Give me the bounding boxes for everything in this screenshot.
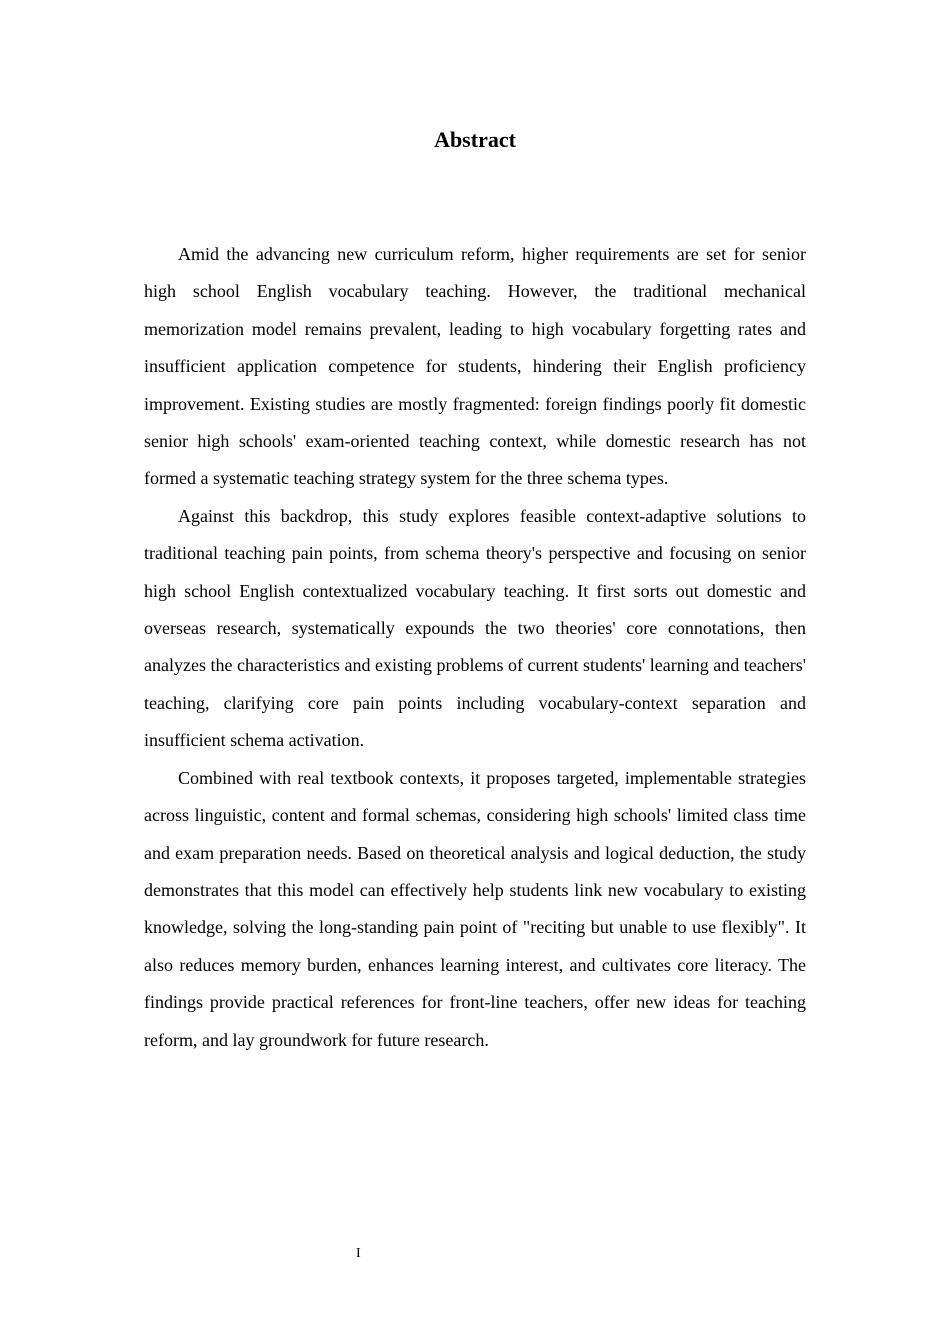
abstract-paragraph-1: Amid the advancing new curriculum reform, higher requirements are set for senior high school English vocabulary teaching. However, the traditional mechanical memorization model remains prevalent, leading to high vocabulary forgetting rates and insufficient application competence for students, hindering their English proficiency improvement. Existing studies are mostly fragmented: foreign findings poorly fit domestic senior high schools' exam-oriented teaching context, while domestic research has not formed a systematic teaching strategy system for the three schema types. (144, 244, 806, 489)
abstract-paragraph-3: Combined with real textbook contexts, it proposes targeted, implementable strategies across linguistic, content and formal schemas, considering high schools' limited class time and exam preparation needs. Based on theoretical analysis and logical deduction, the study demonstrates that this model can effectively help students link new vocabulary to existing knowledge, solving the long-standing pain point of "reciting but unable to use flexibly". It also reduces memory burden, enhances learning interest, and cultivates core literacy. The findings provide practical references for front-line teachers, offer new ideas for teaching reform, and lay groundwork for future research. (144, 767, 806, 1050)
page-number: I (356, 1246, 361, 1261)
abstract-title: Abstract (434, 127, 516, 152)
abstract-body (144, 236, 806, 1059)
abstract-paragraph-2: Against this backdrop, this study explores feasible context-adaptive solutions to traditional teaching pain points, from schema theory's perspective and focusing on senior high school English contextualized vocabulary teaching. It first sorts out domestic and overseas research, systematically expounds the two theories' core connotations, then analyzes the characteristics and existing problems of current students' learning and teachers' teaching, clarifying core pain points including vocabulary-context separation and insufficient schema activation. (144, 505, 806, 751)
